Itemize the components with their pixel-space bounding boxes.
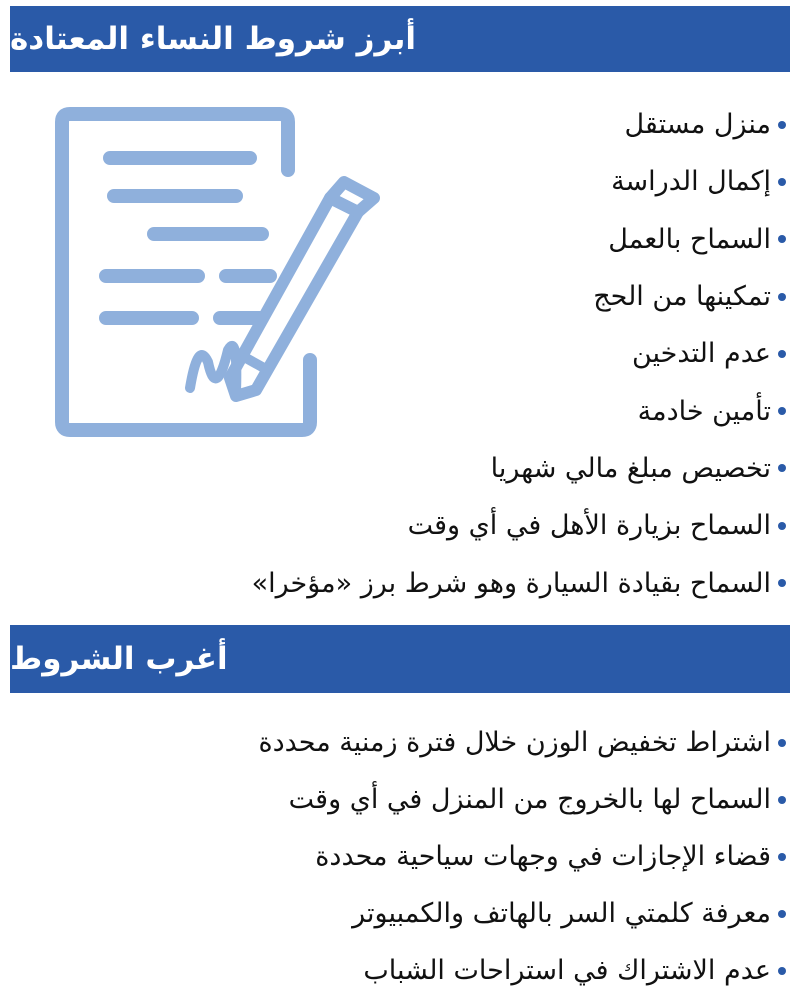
bullet-icon xyxy=(778,739,786,747)
list-item xyxy=(252,211,786,268)
list-item xyxy=(252,554,786,611)
list-item-text: اشتراط تخفيض الوزن خلال فترة زمنية محددة xyxy=(258,727,771,758)
list-item xyxy=(258,885,786,942)
list-item-text: السماح بقيادة السيارة وهو شرط برز «مؤخرا» xyxy=(251,567,771,599)
list-item-text: تمكينها من الحج xyxy=(593,281,771,313)
list-item-text: منزل مستقل xyxy=(624,109,771,141)
section-1-list xyxy=(252,96,786,612)
list-item xyxy=(252,96,786,153)
bullet-icon xyxy=(778,178,786,186)
section-2-title-banner xyxy=(10,625,790,693)
list-item-text: معرفة كلمتي السر بالهاتف والكمبيوتر xyxy=(352,898,771,929)
list-item-text: عدم الاشتراك في استراحات الشباب xyxy=(363,955,771,986)
bullet-icon xyxy=(778,121,786,129)
bullet-icon xyxy=(778,407,786,415)
list-item-text: السماح لها بالخروج من المنزل في أي وقت xyxy=(288,784,771,815)
section-1-title-banner xyxy=(10,6,790,72)
bullet-icon xyxy=(778,464,786,472)
list-item xyxy=(252,440,786,497)
list-item-text: السماح بالعمل xyxy=(608,223,771,255)
list-item xyxy=(252,325,786,382)
list-item xyxy=(252,268,786,325)
section-2-title: أغرب الشروط xyxy=(10,641,228,677)
bullet-icon xyxy=(778,796,786,804)
list-item xyxy=(252,497,786,554)
bullet-icon xyxy=(778,235,786,243)
bullet-icon xyxy=(778,579,786,587)
section-1-title: أبرز شروط النساء المعتادة xyxy=(10,21,417,57)
bullet-icon xyxy=(778,350,786,358)
section-2-list xyxy=(258,714,786,999)
list-item-text: إكمال الدراسة xyxy=(611,166,771,198)
list-item-text: قضاء الإجازات في وجهات سياحية محددة xyxy=(315,841,771,872)
list-item xyxy=(252,382,786,439)
list-item xyxy=(258,942,786,999)
list-item xyxy=(258,771,786,828)
list-item xyxy=(258,714,786,771)
list-item xyxy=(252,153,786,210)
bullet-icon xyxy=(778,910,786,918)
bullet-icon xyxy=(778,293,786,301)
bullet-icon xyxy=(778,522,786,530)
list-item-text: تخصيص مبلغ مالي شهريا xyxy=(490,452,771,484)
list-item-text: السماح بزيارة الأهل في أي وقت xyxy=(407,510,771,542)
bullet-icon xyxy=(778,967,786,975)
list-item-text: عدم التدخين xyxy=(631,338,771,370)
bullet-icon xyxy=(778,853,786,861)
list-item-text: تأمين خادمة xyxy=(637,395,771,427)
list-item xyxy=(258,828,786,885)
